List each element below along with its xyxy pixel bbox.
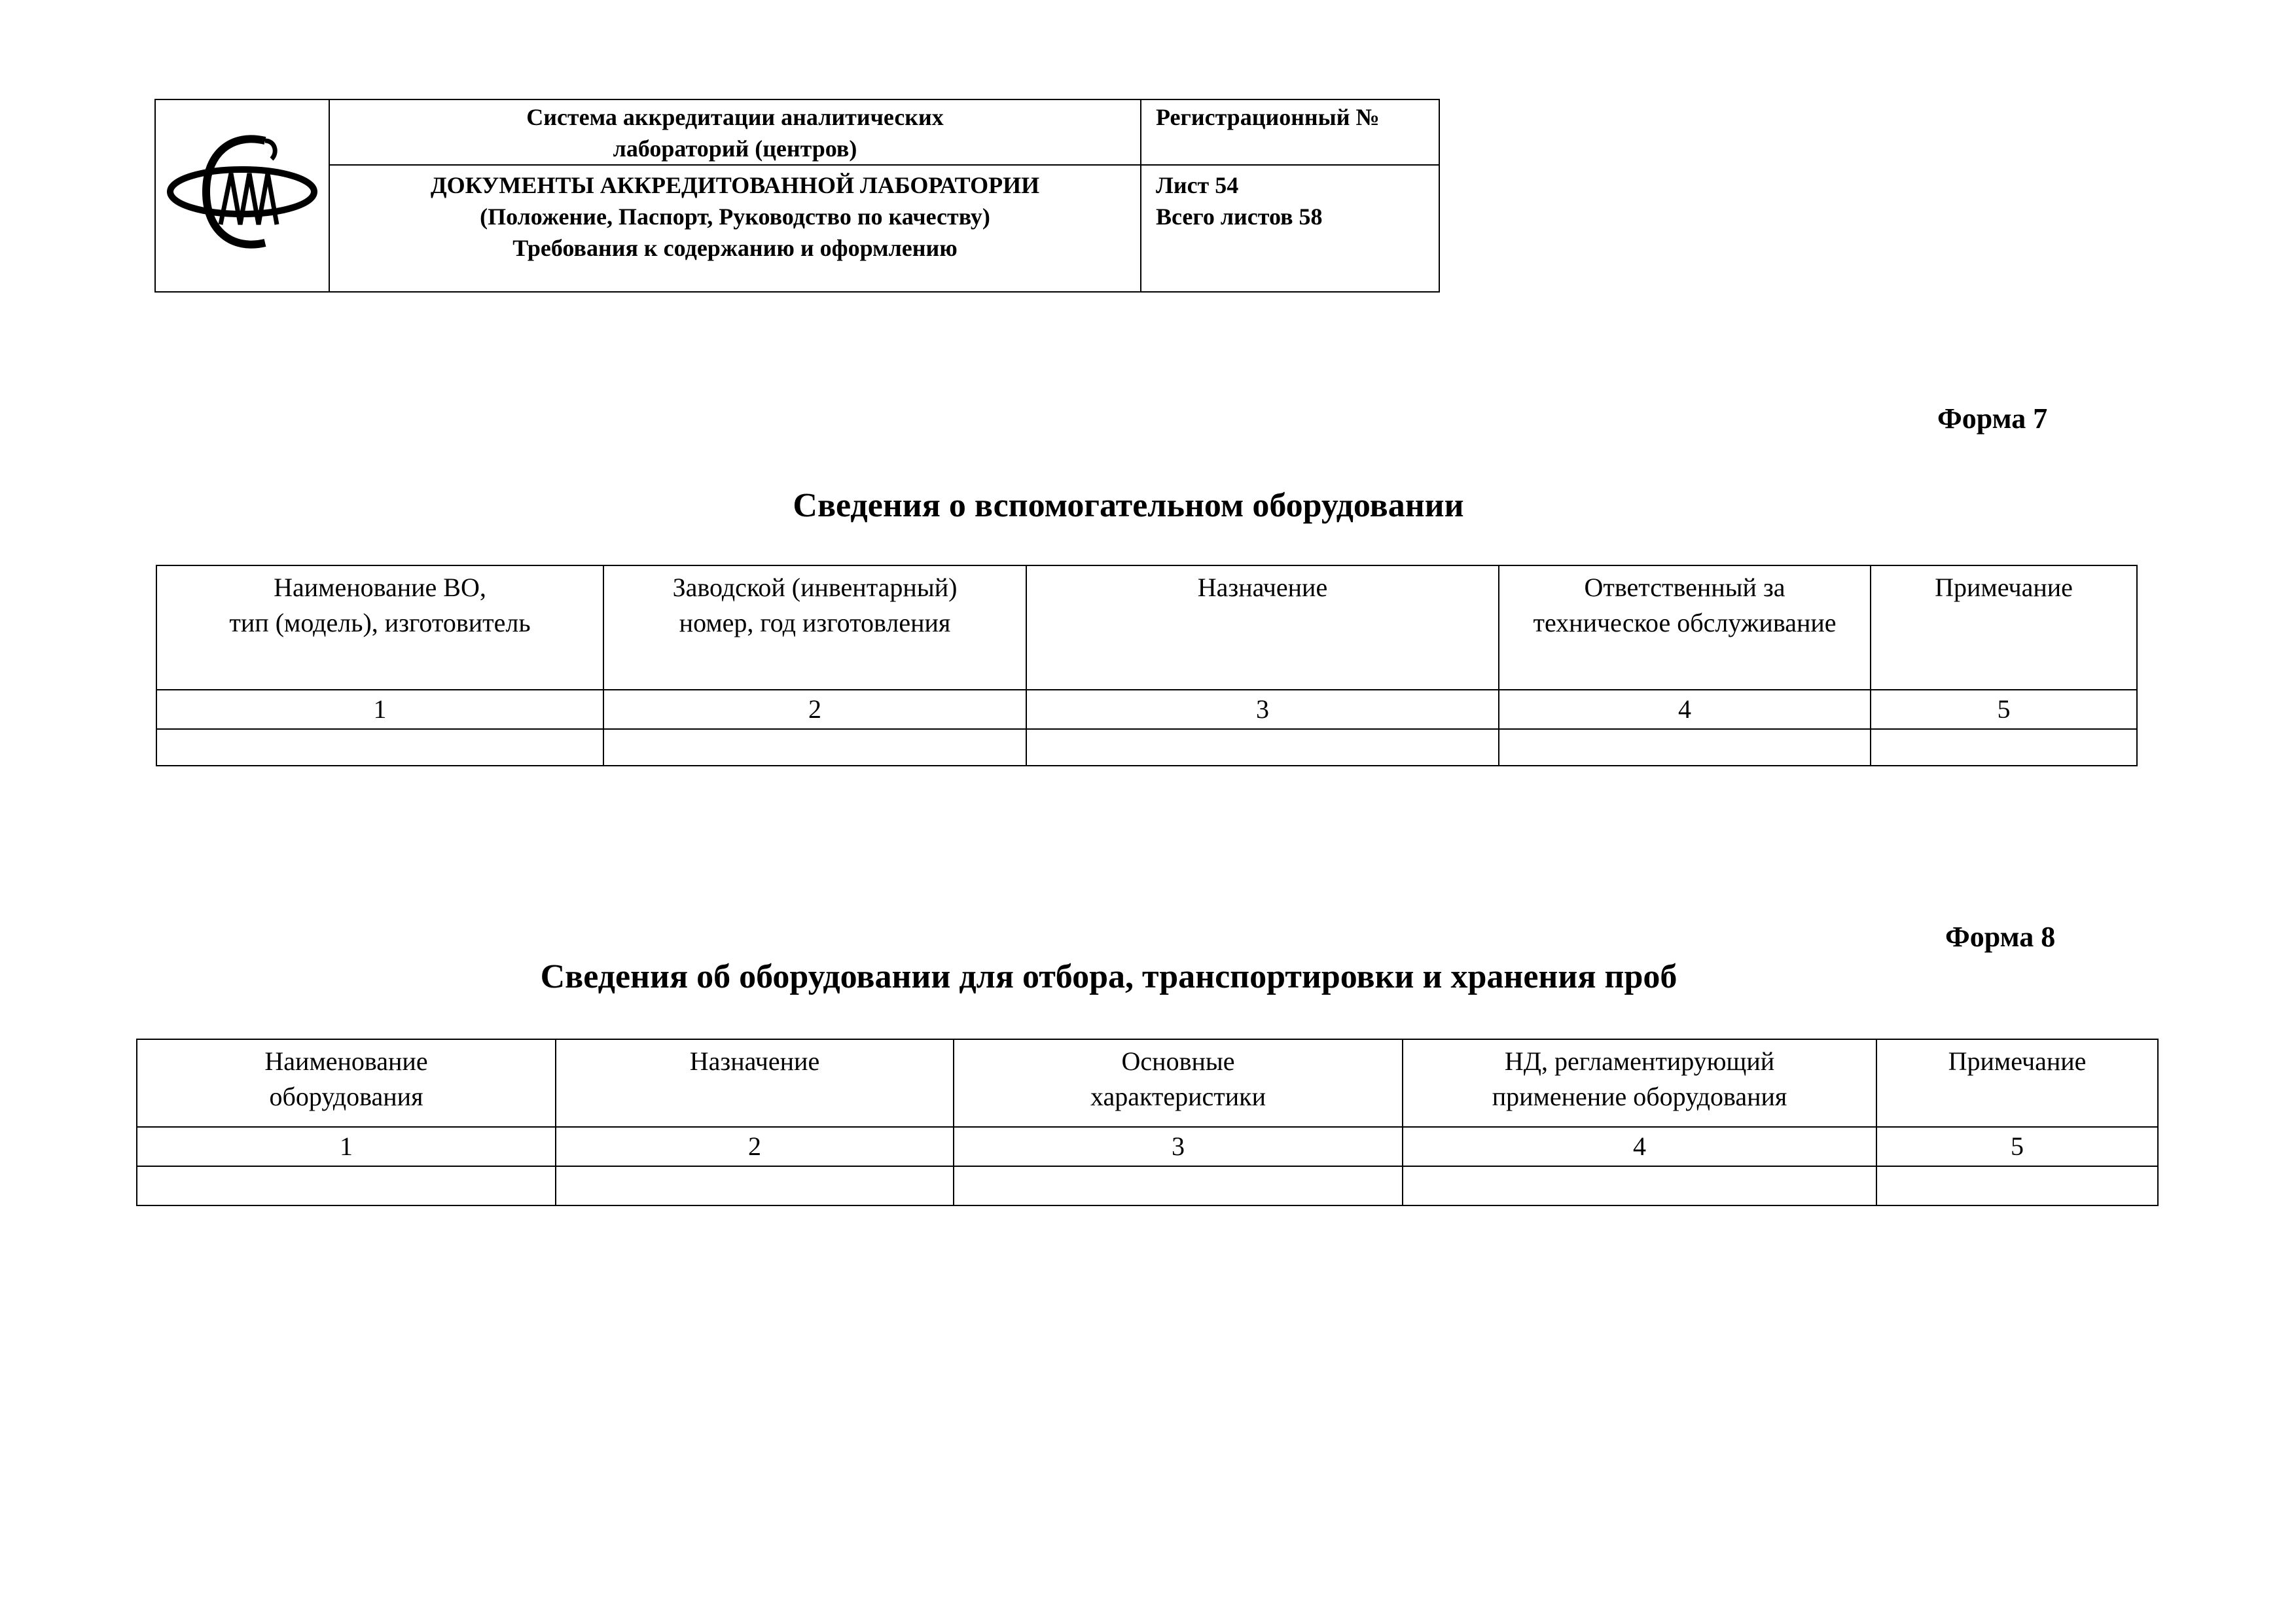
form8-num-2: 2 — [556, 1127, 954, 1166]
form7-col-responsible-line1: Ответственный за — [1584, 573, 1785, 602]
form7-col-responsible-line2: техническое обслуживание — [1533, 608, 1837, 637]
form7-num-1: 1 — [156, 690, 603, 729]
form7-col-name — [156, 565, 603, 690]
form8-col-regulation-line1: НД, регламентирующий — [1504, 1046, 1775, 1076]
form8-col-characteristics-line2: характеристики — [1090, 1082, 1266, 1111]
form7-empty-cell[interactable] — [1871, 729, 2137, 766]
form7-col-responsible — [1499, 565, 1871, 690]
registration-cell — [1141, 99, 1439, 165]
registration-label: Регистрационный № — [1156, 104, 1380, 130]
form7-empty-row — [156, 729, 2137, 766]
form7-number-row — [156, 690, 2137, 729]
form7-col-serial-line2: номер, год изготовления — [679, 608, 951, 637]
form8-table — [136, 1039, 2159, 1206]
document-requirements: Требования к содержанию и оформлению — [512, 235, 958, 261]
form8-num-4: 4 — [1403, 1127, 1876, 1166]
form7-empty-cell[interactable] — [1026, 729, 1499, 766]
form7-col-name-line1: Наименование ВО, — [274, 573, 486, 602]
form8-title: Сведения об оборудовании для отбора, транспортировки и хранения проб — [540, 958, 1677, 995]
form7-col-serial — [603, 565, 1026, 690]
form7-empty-cell[interactable] — [156, 729, 603, 766]
form8-empty-cell[interactable] — [556, 1166, 954, 1205]
form8-empty-cell[interactable] — [137, 1166, 556, 1205]
form7-col-name-line2: тип (модель), изготовитель — [229, 608, 531, 637]
document-subtitle: (Положение, Паспорт, Руководство по качеству) — [480, 204, 990, 230]
form8-col-note-line1: Примечание — [1948, 1046, 2087, 1076]
form8-col-regulation-line2: применение оборудования — [1492, 1082, 1787, 1111]
form7-col-note — [1871, 565, 2137, 690]
form8-num-5: 5 — [1876, 1127, 2158, 1166]
form8-col-regulation — [1403, 1039, 1876, 1127]
form7-num-3: 3 — [1026, 690, 1499, 729]
form8-col-note — [1876, 1039, 2158, 1127]
system-name-line2: лабораторий (центров) — [613, 135, 857, 162]
system-name-cell — [329, 99, 1141, 165]
form8-col-name-line2: оборудования — [269, 1082, 423, 1111]
form7-num-4: 4 — [1499, 690, 1871, 729]
form7-col-purpose — [1026, 565, 1499, 690]
document-title-cell — [329, 165, 1141, 292]
form8-col-name — [137, 1039, 556, 1127]
form8-number-row — [137, 1127, 2158, 1166]
smm-logo-icon — [167, 126, 317, 257]
form7-empty-cell[interactable] — [603, 729, 1026, 766]
form8-col-characteristics — [954, 1039, 1403, 1127]
logo-cell — [155, 99, 329, 292]
sheet-number: Лист 54 — [1156, 172, 1239, 198]
form8-empty-cell[interactable] — [954, 1166, 1403, 1205]
system-name-line1: Система аккредитации аналитических — [526, 104, 944, 130]
form7-col-purpose-line1: Назначение — [1197, 573, 1328, 602]
form8-label: Форма 8 — [1945, 921, 2056, 953]
form8-num-1: 1 — [137, 1127, 556, 1166]
form7-title: Сведения о вспомогательном оборудовании — [793, 487, 1464, 524]
form8-empty-cell[interactable] — [1403, 1166, 1876, 1205]
form8-header-row — [137, 1039, 2158, 1127]
form8-col-purpose — [556, 1039, 954, 1127]
form7-header-row — [156, 565, 2137, 690]
form8-empty-row — [137, 1166, 2158, 1205]
form8-num-3: 3 — [954, 1127, 1403, 1166]
form8-col-characteristics-line1: Основные — [1121, 1046, 1235, 1076]
form7-empty-cell[interactable] — [1499, 729, 1871, 766]
form8-empty-cell[interactable] — [1876, 1166, 2158, 1205]
form7-num-2: 2 — [603, 690, 1026, 729]
form7-col-serial-line1: Заводской (инвентарный) — [672, 573, 958, 602]
sheet-info-cell — [1141, 165, 1439, 292]
form7-label: Форма 7 — [1937, 402, 2048, 435]
form7-col-note-line1: Примечание — [1935, 573, 2073, 602]
form7-num-5: 5 — [1871, 690, 2137, 729]
document-title: ДОКУМЕНТЫ АККРЕДИТОВАННОЙ ЛАБОРАТОРИИ — [430, 172, 1040, 198]
document-header — [154, 99, 1440, 293]
form7-table — [156, 565, 2138, 766]
total-sheets: Всего листов 58 — [1156, 204, 1323, 230]
form8-col-purpose-line1: Назначение — [689, 1046, 820, 1076]
form8-col-name-line1: Наименование — [264, 1046, 428, 1076]
